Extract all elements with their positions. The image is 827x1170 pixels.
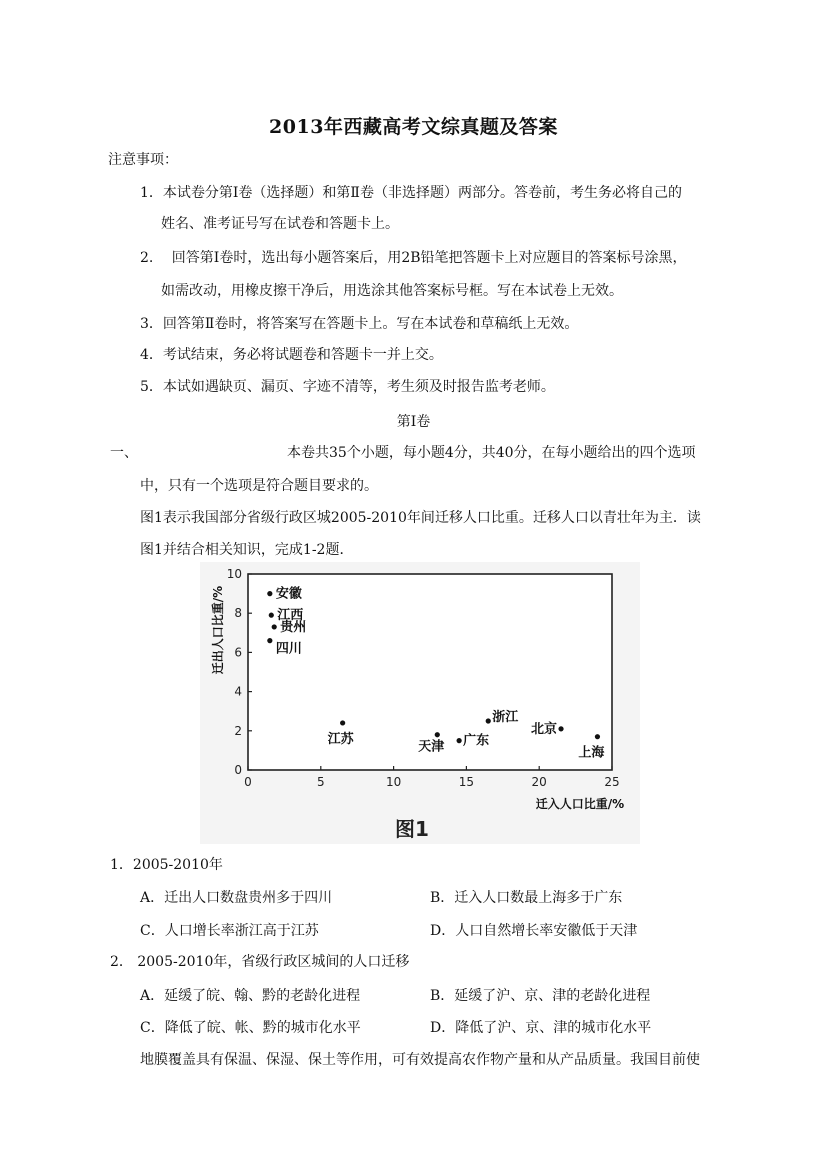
closing-paragraph: 地膜覆盖具有保温、保湿、保土等作用，可有效提高农作物产量和从产品质量。我国目前使 (140, 1052, 700, 1068)
notice-item-4: 4．考试结束，务必将试题卷和答题卡一并上交。 (140, 347, 443, 363)
point-label: 江苏 (327, 731, 354, 747)
point-label: 贵州 (280, 619, 307, 635)
notice-item-3: 3．回答第Ⅱ卷时，将答案写在答题卡上。写在本试卷和草稿纸上无效。 (140, 316, 579, 332)
question-2-option-c: C．降低了皖、帐、黔的城市化水平 (140, 1020, 361, 1036)
notice-item-5: 5．本试如遇缺页、漏页、字迹不清等，考生须及时报告监考老师。 (140, 379, 555, 395)
data-point (457, 738, 462, 743)
notice-item-2: 2. 回答第Ⅰ卷时，选出每小题答案后，用2B铅笔把答题卡上对应题目的答案标号涂黑， (140, 250, 687, 266)
question-1-option-d: D．人口自然增长率安徽低于天津 (430, 923, 638, 939)
section-title: 第Ⅰ卷 (396, 414, 431, 430)
x-tick-label: 25 (604, 775, 620, 789)
y-tick-label: 6 (234, 645, 242, 660)
data-point (340, 720, 345, 725)
part-instruction-cont: 中，只有一个选项是符合题目要求的。 (140, 478, 378, 494)
y-tick-label: 4 (234, 684, 242, 699)
x-tick-label: 5 (316, 775, 325, 789)
data-point (267, 591, 272, 596)
point-label: 天津 (418, 739, 445, 755)
notice-item-2-cont: 如需改动，用橡皮擦干净后，用选涂其他答案标号框。写在本试卷上无效。 (161, 283, 623, 299)
data-point (272, 624, 277, 629)
y-tick-label: 2 (234, 723, 242, 738)
question-1-option-b: B．迁入人口数最上海多于广东 (430, 890, 623, 906)
notice-heading: 注意事项： (108, 152, 178, 168)
data-point (595, 734, 600, 739)
y-tick-label: 8 (234, 606, 242, 621)
page-title: 2013年西藏高考文综真题及答案 (269, 116, 558, 138)
data-point (269, 613, 274, 618)
data-point (486, 718, 491, 723)
question-1-option-a: A．迁出人口数盘贵州多于四川 (140, 890, 333, 906)
y-axis-label: 迁出人口比重/% (211, 585, 225, 675)
question-2-stem: 2． 2005-2010年，省级行政区城间的人口迁移 (110, 954, 410, 970)
figure-intro-cont: 图1并结合相关知识，完成1-2题． (140, 542, 354, 558)
data-point (435, 732, 440, 737)
y-tick-label: 10 (226, 567, 242, 581)
data-point (267, 638, 272, 643)
question-2-option-d: D．降低了沪、京、津的城市化水平 (430, 1020, 652, 1036)
point-label: 上海 (578, 745, 605, 761)
question-1-option-c: C．人口增长率浙江高于江苏 (140, 923, 319, 939)
question-2-option-a: A．延缓了皖、翰、黔的老龄化进程 (140, 988, 361, 1004)
part-instruction: 本卷共35个小题，每小题4分，共40分，在每小题给出的四个选项 (287, 445, 696, 461)
y-tick-label: 0 (234, 763, 242, 777)
point-label: 广东 (463, 733, 490, 749)
figure-caption: 图1 (395, 817, 429, 841)
figure-1 (200, 562, 640, 844)
x-tick-label: 15 (458, 775, 475, 789)
x-axis-label: 迁入人口比重/% (535, 797, 625, 811)
point-label: 北京 (531, 721, 558, 737)
point-label: 江西 (277, 608, 304, 624)
scatter-chart (200, 562, 640, 844)
x-tick-label: 10 (385, 775, 402, 789)
point-label: 安徽 (275, 586, 302, 602)
figure-intro: 图1表示我国部分省级行政区城2005-2010年间迁移人口比重。迁移人口以青壮年为主．读 (140, 510, 701, 526)
data-point (558, 726, 563, 731)
part-number: 一、 (110, 445, 138, 461)
notice-item-1: 1．本试卷分第Ⅰ卷（选择题）和第Ⅱ卷（非选择题）两部分。答卷前，考生务必将自己的 (140, 185, 682, 201)
point-label: 浙江 (492, 710, 519, 725)
x-tick-label: 20 (531, 775, 547, 789)
question-2-option-b: B．延缓了沪、京、津的老龄化进程 (430, 988, 651, 1004)
point-label: 四川 (275, 641, 302, 657)
notice-item-1-cont: 姓名、准考证号写在试卷和答题卡上。 (161, 216, 399, 232)
x-tick-label: 0 (244, 775, 252, 789)
question-1-stem: 1．2005-2010年 (110, 857, 223, 873)
